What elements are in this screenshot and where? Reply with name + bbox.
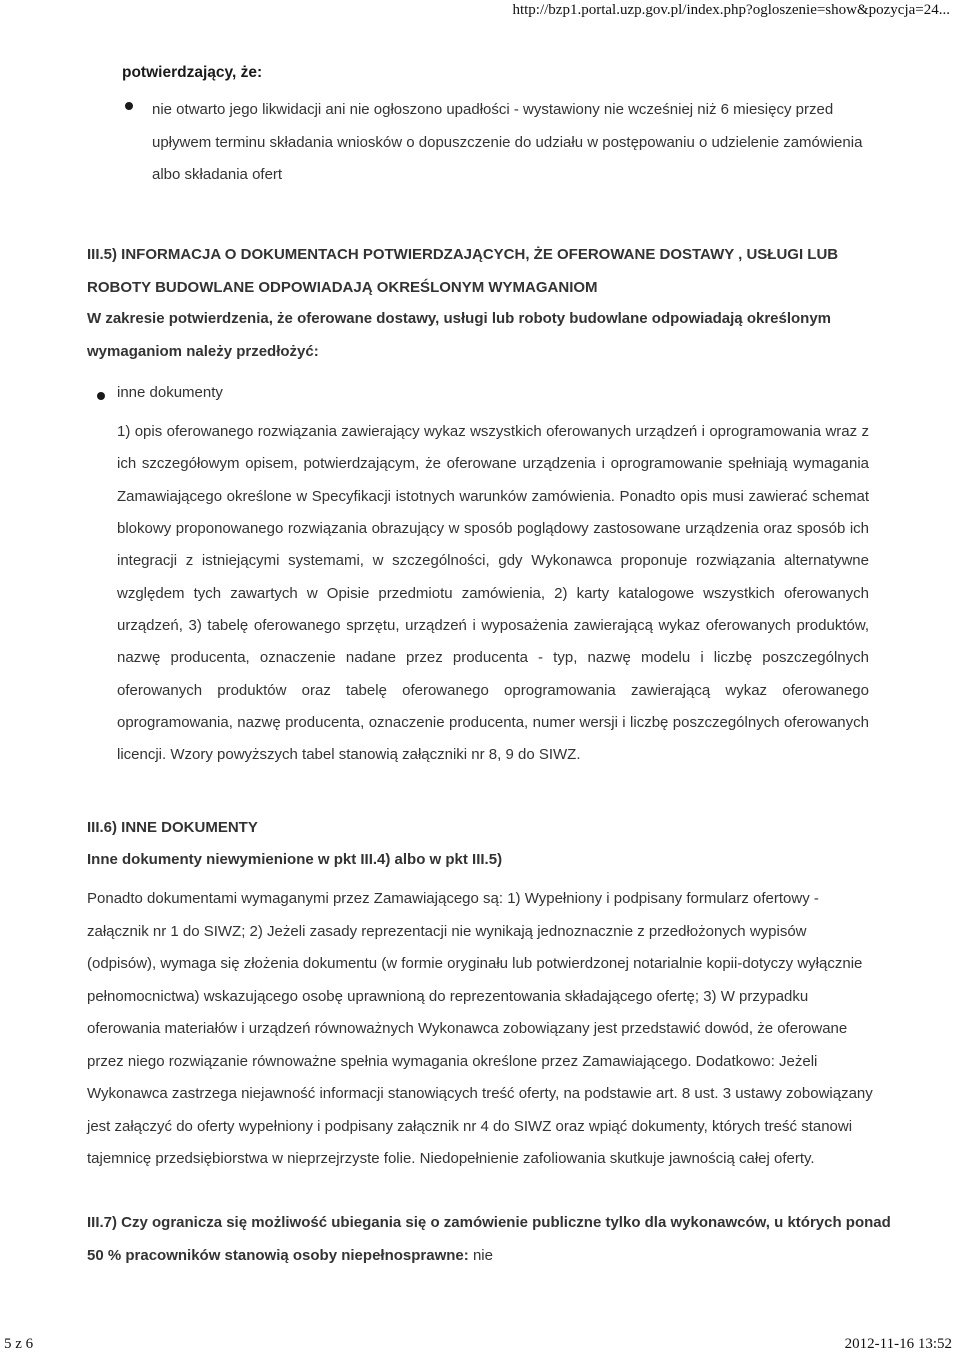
bullet-text: nie otwarto jego likwidacji ani nie ogłoszono upadłości - wystawiony nie wcześniej niż 6 miesięcy przed upływem terminu składania wniosków o dopuszczenie do udziału w postępowaniu o udzielenie zamówienia albo składania ofert <box>152 101 863 183</box>
bullet-icon <box>97 392 105 400</box>
bullet-icon <box>125 102 133 110</box>
section-iii7-question: III.7) Czy ogranicza się możliwość ubiegania się o zamówienie publiczne tylko dla wykonawców, u których ponad 50 % pracowników stanowią osoby niepełnosprawne: <box>87 1214 891 1264</box>
section-iii7 <box>87 1207 897 1272</box>
print-header-url: http://bzp1.portal.uzp.gov.pl/index.php?ogloszenie=show&pozycja=24... <box>512 2 950 18</box>
section-iii5-paragraph: 1) opis oferowanego rozwiązania zawierający wykaz wszystkich oferowanych urządzeń i oprogramowania wraz z ich szczegółowym opisem, potwierdzającym, że oferowane urządzenia i oprogramowanie spełniają wymagania Zamawiającego określone w Specyfikacji istotnych warunków zamówienia. Ponadto opis musi zawierać schemat blokowy proponowanego rozwiązania obrazujący w sposób poglądowy zastosowane urządzenia oraz sposób ich integracji z istniejącymi systemami, w szczególności, gdy Wykonawca proponuje rozwiązania alternatywne względem tych zawartych w Opisie przedmiotu zamówienia, 2) karty katalogowe wszystkich oferowanych urządzeń, 3) tabelę oferowanego sprzętu, urządzeń i wyposażenia zawierającą wykaz oferowanych produktów, nazwę producenta, oznaczenie nadane przez producenta - typ, nazwę modelu i liczbę poszczególnych oferowanych produktów oraz tabelę oferowanego oprogramowania zawierającą wykaz oferowanego oprogramowania, nazwę producenta, oznaczenie producenta, numer wersji i liczbę poszczególnych oferowanych licencji. Wzory powyższych tabel stanowią załączniki nr 8, 9 do SIWZ. <box>117 423 869 764</box>
print-timestamp: 2012-11-16 13:52 <box>844 1336 952 1352</box>
section-iii6-paragraph: Ponadto dokumentami wymaganymi przez Zamawiającego są: 1) Wypełniony i podpisany formularz ofertowy - załącznik nr 1 do SIWZ; 2) Jeżeli zasady reprezentacji nie wynikają jednoznacznie z przedłożonych wypisów (odpisów), wymaga się złożenia dokumentu (w formie oryginału lub potwierdzonej notarialnie kopii-dotyczy wyłącznie pełnomocnictwa) wskazującego osobę uprawnioną do reprezentowania składającego ofertę; 3) W przypadku oferowania materiałów i urządzeń równoważnych Wykonawca zobowiązany jest przedstawić dowód, że oferowane przez niego rozwiązanie równoważne spełnia wymagania określone przez Zamawiającego. Dodatkowo: Jeżeli Wykonawca zastrzega niejawność informacji stanowiących treść oferty, na podstawie art. 8 ust. 3 ustawy zobowiązany jest załączyć do oferty wypełniony i podpisany załącznik nr 4 do SIWZ oraz wpiąć dokumenty, których treść stanowi tajemnicę przedsiębiorstwa w nieprzejrzyste folie. Niedopełnienie zafoliowania skutkuje jawnością całej oferty. <box>87 890 873 1167</box>
section-iii6-heading: III.6) INNE DOKUMENTY <box>87 819 258 836</box>
section-iii5-intro: W zakresie potwierdzenia, że oferowane dostawy, usługi lub roboty budowlane odpowiadają określonym wymaganiom należy przedłożyć: <box>87 310 832 360</box>
section-iii5-heading: III.5) INFORMACJA O DOKUMENTACH POTWIERDZAJĄCYCH, ŻE OFEROWANE DOSTAWY , USŁUGI LUB ROBOTY BUDOWLANE ODPOWIADAJĄ OKREŚLONYM WYMAGANIOM <box>87 246 839 296</box>
section-iii7-answer: nie <box>472 1246 493 1264</box>
section-iii5-bullet-label: inne dokumenty <box>117 384 223 401</box>
section-lead-text: potwierdzający, że: <box>122 64 263 81</box>
page-number: 5 z 6 <box>4 1336 34 1352</box>
section-iii6-subheading: Inne dokumenty niewymienione w pkt III.4) albo w pkt III.5) <box>87 851 503 868</box>
